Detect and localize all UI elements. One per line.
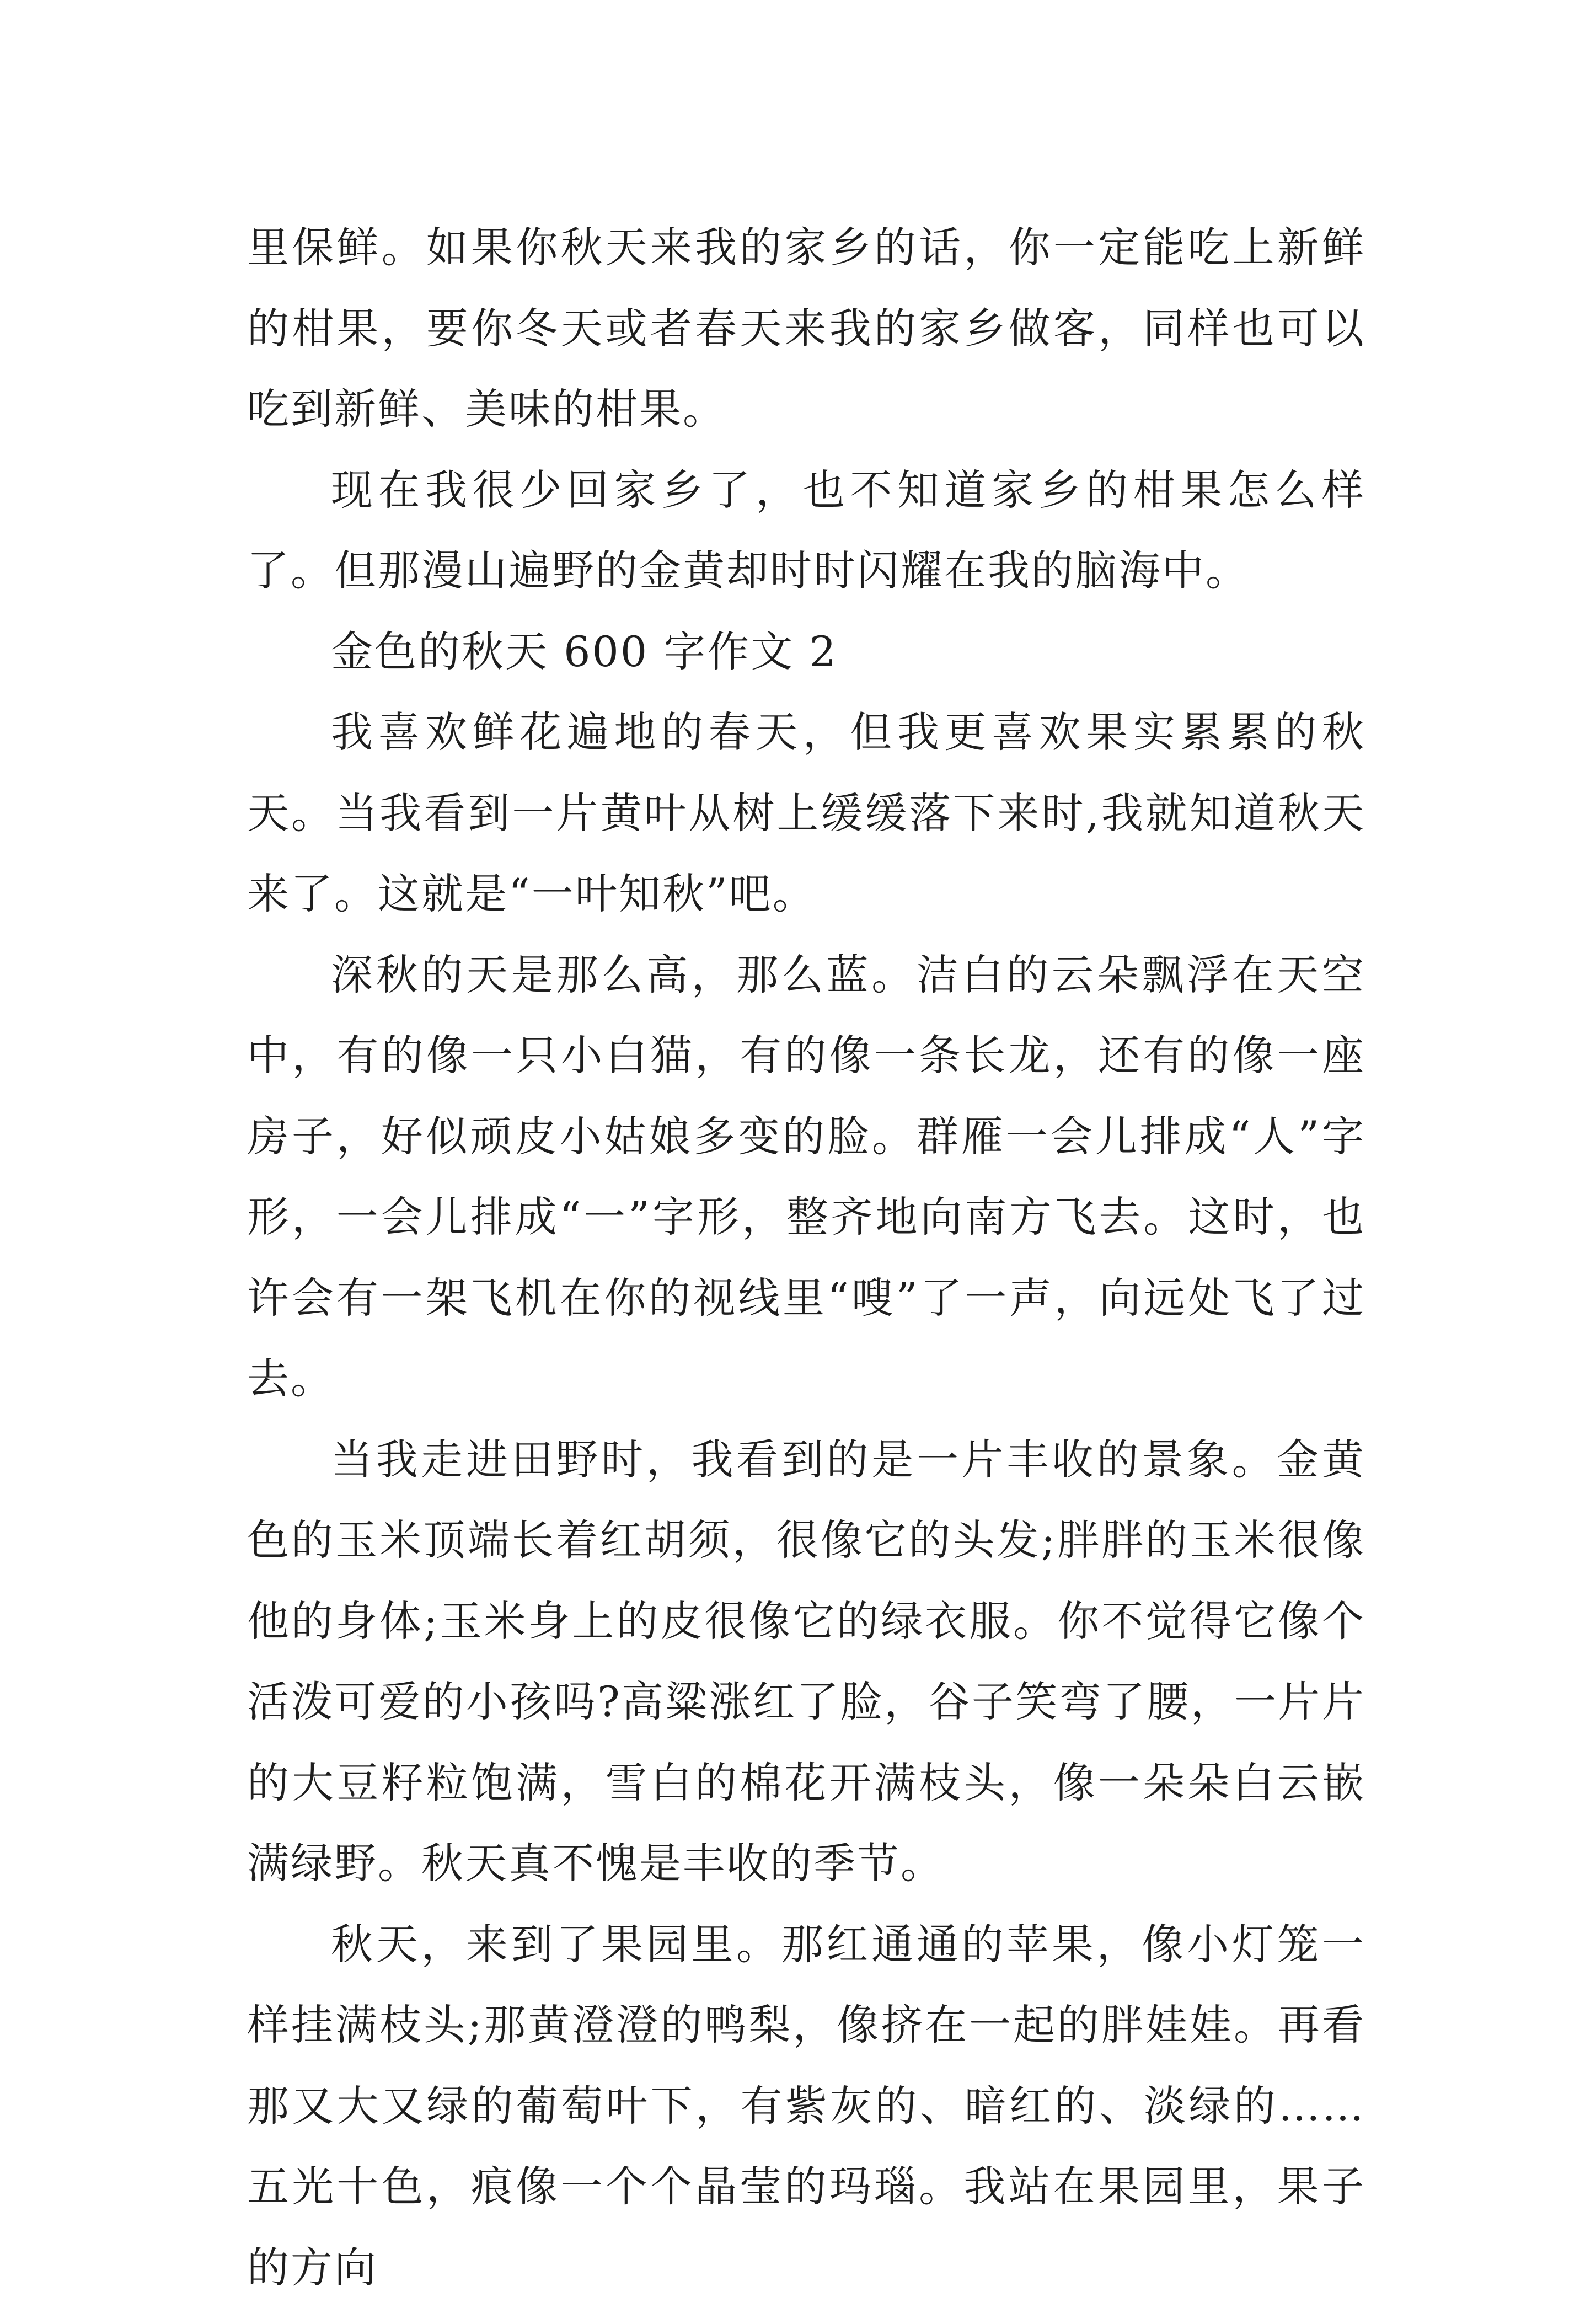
paragraph-fields: 当我走进田野时，我看到的是一片丰收的景象。金黄色的玉米顶端长着红胡须，很像它的头发;胖胖的玉米很像他的身体;玉米身上的皮很像它的绿衣服。你不觉得它像个活泼可爱的小孩吗?高粱涨红了脸，谷子笑弯了腰，一片片的大豆籽粒饱满，雪白的棉花开满枝头，像一朵朵白云嵌满绿野。秋天真不愧是丰收的季节。 bbox=[247, 1420, 1365, 1904]
paragraph-autumn-sky: 深秋的天是那么高，那么蓝。洁白的云朵飘浮在天空中，有的像一只小白猫，有的像一条长龙，还有的像一座房子，好似顽皮小姑娘多变的脸。群雁一会儿排成“人”字形，一会儿排成“一”字形，整齐地向南方飞去。这时，也许会有一架飞机在你的视线里“嗖”了一声，向远处飞了过去。 bbox=[247, 935, 1365, 1420]
paragraph-orchard: 秋天，来到了果园里。那红通通的苹果，像小灯笼一样挂满枝头;那黄澄澄的鸭梨，像挤在一起的胖娃娃。再看那又大又绿的葡萄叶下，有紫灰的、暗红的、淡绿的……五光十色，痕像一个个晶莹的玛瑙。我站在果园里，果子的方向 bbox=[247, 1904, 1365, 2308]
article-body bbox=[247, 207, 1365, 2308]
essay-title: 金色的秋天 600 字作文 2 bbox=[247, 612, 1365, 693]
paragraph-homesick: 现在我很少回家乡了，也不知道家乡的柑果怎么样了。但那漫山遍野的金黄却时时闪耀在我的脑海中。 bbox=[247, 450, 1365, 612]
continued-paragraph: 里保鲜。如果你秋天来我的家乡的话，你一定能吃上新鲜的柑果，要你冬天或者春天来我的家乡做客，同样也可以吃到新鲜、美味的柑果。 bbox=[247, 207, 1365, 450]
paragraph-autumn-intro: 我喜欢鲜花遍地的春天，但我更喜欢果实累累的秋天。当我看到一片黄叶从树上缓缓落下来时,我就知道秋天来了。这就是“一叶知秋”吧。 bbox=[247, 692, 1365, 935]
